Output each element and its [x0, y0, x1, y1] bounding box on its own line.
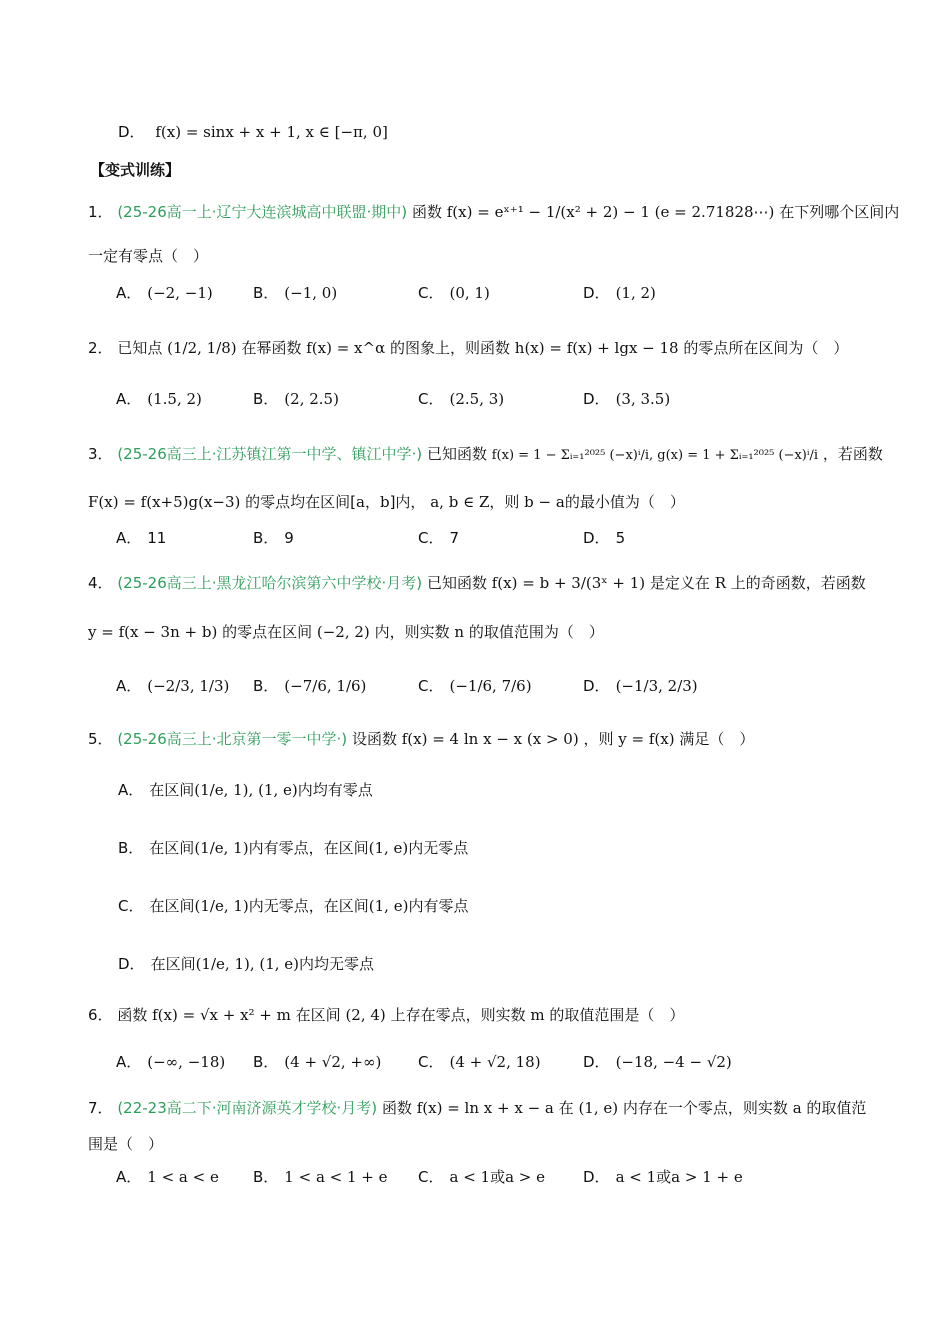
question-text: 的取值范围是（ ） [549, 1006, 685, 1024]
math-expression: b − a [524, 493, 565, 511]
question-number: 3． [88, 445, 113, 463]
question-2 [88, 336, 848, 360]
option-math: (1/e, 1), (1, e) [194, 781, 298, 799]
question-text: 函数 [117, 1006, 148, 1024]
q3-option-c [418, 526, 459, 550]
option-label: A． [116, 677, 142, 695]
math-expression: y = f(x − 3n + b) [88, 623, 218, 641]
question-text: 是定义在 [649, 574, 710, 592]
option-text: 在区间 [150, 955, 196, 973]
q2-option-b [253, 387, 339, 411]
option-text: 9 [284, 529, 294, 547]
question-text: 设函数 [351, 730, 397, 748]
q4-option-d [583, 674, 698, 698]
math-expression: f(x) = sinx + x + 1, x ∈ [−π, 0] [155, 123, 388, 141]
option-text: 内无零点，在区间 [248, 897, 369, 915]
q6-option-c [418, 1050, 541, 1074]
q7-option-c [418, 1165, 545, 1189]
option-text: 在区间 [149, 781, 195, 799]
option-text: 内均无零点 [299, 955, 375, 973]
question-text: 已知点 [117, 339, 163, 357]
option-math: (1, e) [368, 839, 409, 857]
math-expression: (−2, 2) [316, 623, 370, 641]
question-1 [88, 200, 899, 224]
option-math: 1 < a < 1 + e [284, 1168, 388, 1186]
option-label: B． [253, 284, 279, 302]
question-number: 4． [88, 574, 113, 592]
question-number: 5． [88, 730, 113, 748]
option-label: A． [118, 781, 144, 799]
question-7-line-2: 围是（ ） [88, 1135, 164, 1153]
option-label: A． [116, 1053, 142, 1071]
option-label: C． [118, 897, 144, 915]
option-text: 内有零点 [408, 897, 469, 915]
math-expression: f(x) = x^α [306, 339, 386, 357]
option-math: (−7/6, 1/6) [284, 677, 367, 695]
question-text: 在下列哪个区间内 [779, 203, 900, 221]
section-title: 【变式训练】 [90, 161, 181, 179]
q4-option-c [418, 674, 532, 698]
option-label: D． [118, 955, 145, 973]
question-source: (22-23高二下·河南济源英才学校·月考) [117, 1099, 378, 1117]
option-label: D． [118, 123, 145, 141]
option-text: 内有零点，在区间 [248, 839, 369, 857]
option-math: a < 1或a > e [449, 1168, 545, 1186]
option-math: (−2/3, 1/3) [147, 677, 230, 695]
option-text: 7 [449, 529, 460, 547]
option-math: (−1, 0) [284, 284, 338, 302]
option-label: A． [116, 529, 142, 547]
q2-option-a [116, 387, 202, 411]
question-5 [88, 727, 754, 751]
q2-option-d [583, 387, 670, 411]
question-text: ，则 [583, 730, 614, 748]
option-math: (−2, −1) [147, 284, 213, 302]
question-text: 的零点所在区间为（ ） [683, 339, 849, 357]
q1-option-c [418, 281, 490, 305]
option-math: (2.5, 3) [449, 390, 505, 408]
q1-option-d [583, 281, 656, 305]
q4-option-b [253, 674, 366, 698]
option-text: 内无零点 [408, 839, 469, 857]
option-text: 5 [615, 529, 626, 547]
q6-option-b [253, 1050, 381, 1074]
question-6 [88, 1003, 684, 1027]
question-text: 在 [558, 1099, 574, 1117]
q3-option-b [253, 526, 294, 550]
option-label: A． [116, 1168, 142, 1186]
option-math: (−1/6, 7/6) [449, 677, 532, 695]
option-math: (1, 2) [615, 284, 656, 302]
math-expression: f(x) = b + 3/(3ˣ + 1) [491, 574, 646, 592]
option-label: A． [116, 390, 142, 408]
math-expression: (1/2, 1/8) [167, 339, 237, 357]
option-math: (1/e, 1) [194, 839, 249, 857]
question-number: 7． [88, 1099, 113, 1117]
option-text: 在区间 [149, 839, 195, 857]
q7-option-d [583, 1165, 743, 1189]
option-label: D． [583, 1053, 610, 1071]
q6-option-d [583, 1050, 732, 1074]
question-source: (25-26高三上·北京第一零一中学·) [117, 730, 348, 748]
option-label: D． [583, 390, 610, 408]
math-expression: h(x) = f(x) + lgx − 18 [514, 339, 679, 357]
option-math: (4 + √2, 18) [449, 1053, 541, 1071]
option-math: (1, e) [368, 897, 409, 915]
q5-option-b [118, 836, 468, 860]
question-source: (25-26高一上·辽宁大连滨城高中联盟·期中) [117, 203, 408, 221]
question-text: 在幂函数 [241, 339, 302, 357]
question-text: ，则 [489, 493, 520, 511]
option-label: B． [253, 1053, 279, 1071]
option-label: B． [253, 677, 279, 695]
option-label: D． [583, 1168, 610, 1186]
question-text: ，若函数 [822, 445, 883, 463]
option-label: C． [418, 284, 444, 302]
question-text: 的图象上，则函数 [390, 339, 511, 357]
question-number: 6． [88, 1006, 113, 1024]
question-text: 已知函数 [426, 445, 487, 463]
question-text: 内，则实数 [374, 623, 450, 641]
question-text: 的取值范围为（ ） [468, 623, 604, 641]
question-number: 2． [88, 339, 113, 357]
q1-option-b [253, 281, 337, 305]
question-text: ]内， [389, 493, 426, 511]
math-expression: f(x) = eˣ⁺¹ − 1/(x² + 2) − 1 (e = 2.71828⋯) [446, 203, 775, 221]
question-text: 上存在零点，则实数 [390, 1006, 526, 1024]
option-label: C． [418, 1053, 444, 1071]
math-expression: y = f(x) [618, 730, 675, 748]
option-label: C． [418, 390, 444, 408]
question-source: (25-26高三上·江苏镇江第一中学、镇江中学·) [117, 445, 423, 463]
question-4-line-2 [88, 620, 604, 644]
option-label: C． [418, 1168, 444, 1186]
q5-option-d [118, 952, 374, 976]
question-text: 已知函数 [426, 574, 487, 592]
option-math: (1/e, 1), (1, e) [195, 955, 300, 973]
option-math: (1.5, 2) [147, 390, 202, 408]
math-expression: a, b ∈ Z [430, 493, 490, 511]
option-label: C． [418, 529, 444, 547]
option-label: B． [253, 529, 279, 547]
option-label: B． [253, 390, 279, 408]
math-expression: a [792, 1099, 802, 1117]
math-expression: f(x) = 4 ln x − x (x > 0) [401, 730, 579, 748]
option-label: D． [583, 677, 610, 695]
option-label: B． [253, 1168, 279, 1186]
q2-option-c [418, 387, 504, 411]
q5-option-c [118, 894, 468, 918]
question-number: 1． [88, 203, 113, 221]
question-7 [88, 1096, 866, 1120]
q7-option-a [116, 1165, 219, 1189]
math-expression: R [714, 574, 727, 592]
option-label: D． [583, 529, 610, 547]
math-expression: m [530, 1006, 545, 1024]
option-text: 内均有零点 [297, 781, 373, 799]
question-1-line-2: 一定有零点（ ） [88, 247, 209, 265]
option-math: a < 1或a > 1 + e [615, 1168, 743, 1186]
option-text: 在区间 [149, 897, 195, 915]
option-label: C． [418, 677, 444, 695]
math-expression: (2, 4) [345, 1006, 386, 1024]
q3-option-d [583, 526, 625, 550]
question-3 [88, 442, 883, 468]
option-math: (1/e, 1) [194, 897, 249, 915]
question-text: 内存在一个零点，则实数 [622, 1099, 788, 1117]
option-math: (−∞, −18) [147, 1053, 226, 1071]
math-expression: a，b [356, 493, 390, 511]
question-text: 满足（ ） [679, 730, 755, 748]
option-math: (3, 3.5) [615, 390, 671, 408]
math-expression: f(x) = 1 − Σᵢ₌₁²⁰²⁵ (−x)ⁱ/i, g(x) = 1 + Σᵢ₌₁²⁰²⁵ (−x)ⁱ/i [491, 448, 819, 463]
q5-option-a [118, 778, 373, 802]
question-text: 函数 [411, 203, 442, 221]
question-text: 的零点均在区间[ [245, 493, 357, 511]
question-text: 的取值范 [806, 1099, 867, 1117]
math-expression: (1, e) [578, 1099, 619, 1117]
option-math: (−18, −4 − √2) [615, 1053, 732, 1071]
question-text: 的零点在区间 [222, 623, 313, 641]
option-math: 1 < a < e [147, 1168, 219, 1186]
option-text: 11 [147, 529, 167, 547]
question-text: 的最小值为（ ） [564, 493, 685, 511]
option-label: A． [116, 284, 142, 302]
math-expression: n [454, 623, 465, 641]
question-source: (25-26高三上·黑龙江哈尔滨第六中学校·月考) [117, 574, 423, 592]
option-math: (−1/3, 2/3) [615, 677, 698, 695]
q1-option-a [116, 281, 213, 305]
q4-option-a [116, 674, 229, 698]
q3-option-a [116, 526, 166, 550]
option-math: (2, 2.5) [284, 390, 339, 408]
question-text: 上的奇函数，若函数 [730, 574, 866, 592]
option-label: D． [583, 284, 610, 302]
math-expression: f(x) = √x + x² + m [152, 1006, 291, 1024]
option-math: (0, 1) [449, 284, 490, 302]
question-4 [88, 571, 866, 595]
math-expression: f(x) = ln x + x − a [416, 1099, 554, 1117]
q6-option-a [116, 1050, 225, 1074]
math-expression: F(x) = f(x+5)g(x−3) [88, 493, 241, 511]
option-label: B． [118, 839, 144, 857]
q7-option-b [253, 1165, 388, 1189]
option-math: (4 + √2, +∞) [284, 1053, 382, 1071]
prev-option-d [118, 120, 388, 144]
question-text: 函数 [381, 1099, 412, 1117]
question-text: 在区间 [295, 1006, 341, 1024]
question-3-line-2 [88, 490, 685, 514]
